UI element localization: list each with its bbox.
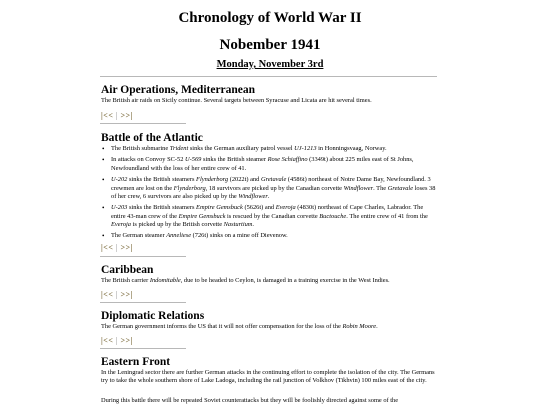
- list-item: • U-202 sinks the British steamers Flynderborg (2022t) and Gretavale (4586t) northeast of Notre Dame Bay, Newfoundland. 3 crewmen are lost on the Flynderborg, 18 survivors are picked up by the Canadian corvette Windflower. The Gretavale loses 38 of her crew, 6 survivors are also picked up by the Windflower.: [101, 176, 437, 201]
- nav-links: [101, 111, 133, 120]
- section-text-diplomatic-relations: The German government informs the US that it will not offer compensation for the loss of the Robin Moore.: [101, 323, 378, 330]
- nav-separator: |: [115, 336, 118, 345]
- section-title-eastern-front: Eastern Front: [101, 356, 171, 368]
- list-item: • The British submarine Trident sinks the German auxiliary patrol vessel UJ-1213 in Honningsvaag, Norway.: [101, 145, 437, 153]
- list-item: • U-203 sinks the British steamers Empire Gemsbuck (5626t) and Everoja (4830t) northeast of Cape Charles, Labrador. The entire 43-man crew of the Empire Gemsbuck is rescued by the Canadian corvette Buctouche. The entire crew of 41 from the Everoja is picked up by the British corvette Nasturtium.: [101, 204, 437, 229]
- atlantic-event-list: [101, 145, 437, 244]
- nav-separator: |: [115, 111, 118, 120]
- nav-next-link[interactable]: >>|: [120, 111, 133, 120]
- date-link[interactable]: Monday, November 3rd: [216, 59, 324, 70]
- nav-links: [101, 290, 133, 299]
- section-divider: [100, 256, 186, 257]
- section-title-caribbean: Caribbean: [101, 264, 154, 276]
- page-title: Chronology of World War II: [178, 10, 362, 26]
- nav-separator: |: [115, 243, 118, 252]
- section-divider: [100, 123, 186, 124]
- section-text-caribbean: The British carrier Indomitable, due to be headed to Ceylon, is damaged in a training exercise in the West Indies.: [101, 277, 390, 284]
- section-title-air-operations: Air Operations, Mediterranean: [101, 84, 256, 96]
- section-title-diplomatic-relations: Diplomatic Relations: [101, 310, 205, 322]
- nav-links: [101, 243, 133, 252]
- nav-first-link[interactable]: |<<: [101, 243, 114, 252]
- nav-first-link[interactable]: |<<: [101, 111, 114, 120]
- section-title-battle-of-the-atlantic: Battle of the Atlantic: [101, 132, 203, 144]
- list-item: • The German steamer Anneliese (726t) sinks on a mine off Dievenow.: [101, 232, 437, 240]
- nav-first-link[interactable]: |<<: [101, 290, 114, 299]
- section-text-eastern-front-continued: During this battle there will be repeated Soviet counterattacks but they will be foolishly directed against some of the: [101, 397, 399, 404]
- section-text-eastern-front: In the Leningrad sector there are further German attacks in the continuing effort to complete the isolation of the city. The Germans try to take the whole southern shore of Lake Ladoga, including the rail junction of Volkhov (Tikhvin) 100 miles east of the city.: [101, 369, 435, 385]
- nav-links: [101, 336, 133, 345]
- page-subtitle: Nobember 1941: [219, 37, 321, 53]
- section-text-air-operations: The British air raids on Sicily continue. Several targets between Syracuse and Licata are hit several times.: [101, 97, 372, 104]
- section-divider: [100, 302, 186, 303]
- nav-next-link[interactable]: >>|: [120, 243, 133, 252]
- nav-next-link[interactable]: >>|: [120, 336, 133, 345]
- nav-first-link[interactable]: |<<: [101, 336, 114, 345]
- top-divider: [100, 76, 437, 77]
- nav-next-link[interactable]: >>|: [120, 290, 133, 299]
- section-divider: [100, 348, 186, 349]
- list-item: • In attacks on Convoy SC-52 U-569 sinks the British steamer Rose Schiaffino (3349t) about 225 miles east of St Johns, Newfoundland with the loss of her entire crew of 41.: [101, 156, 437, 173]
- nav-separator: |: [115, 290, 118, 299]
- date-heading: [0, 58, 540, 71]
